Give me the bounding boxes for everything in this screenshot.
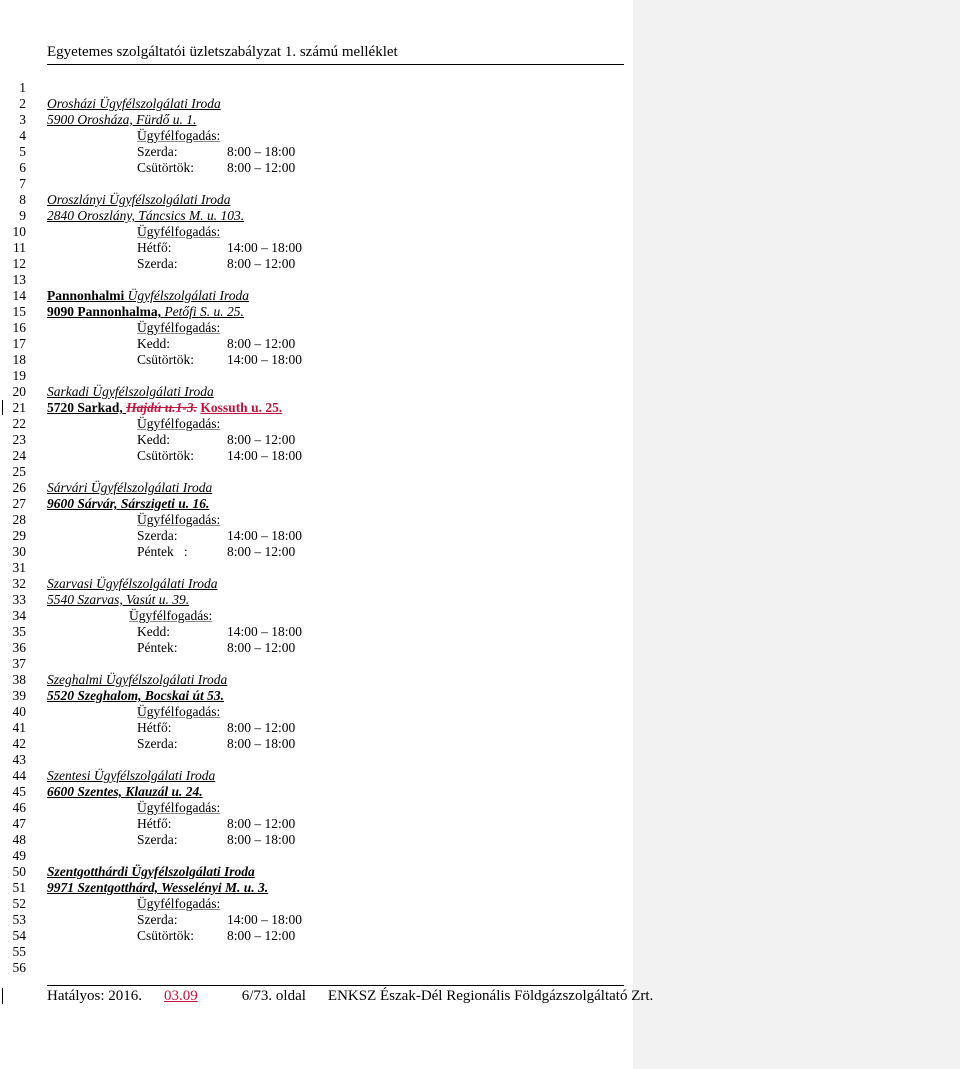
line-number: 22: [12, 416, 26, 431]
hours-day: Szerda:: [137, 144, 178, 159]
hours-label: Ügyfélfogadás:: [137, 896, 221, 911]
line-number: 34: [12, 608, 26, 623]
office-address: 6600 Szentes, Klauzál u. 24.: [47, 784, 203, 799]
hours-day: Péntek :: [137, 544, 188, 559]
office-address: 2840 Oroszlány, Táncsics M. u. 103.: [47, 208, 245, 223]
line-number: 46: [12, 800, 26, 815]
page-number: 6/73. oldal: [241, 988, 306, 1004]
hours-day: Kedd:: [137, 624, 170, 639]
hours-day: Hétfő:: [137, 816, 172, 831]
line-number: 9: [19, 208, 26, 223]
line-number: 53: [12, 912, 26, 927]
hours-time: 14:00 – 18:00: [227, 624, 303, 639]
deleted-address: Hajdú u.1-3.: [126, 400, 198, 415]
hours-day: Péntek:: [137, 640, 178, 655]
office-name: Sárvári Ügyfélszolgálati Iroda: [47, 480, 213, 495]
line-number: 48: [12, 832, 26, 847]
line-number: 25: [12, 464, 26, 479]
line-number: 29: [12, 528, 26, 543]
hours-time: 8:00 – 12:00: [227, 432, 296, 447]
office-address: 9600 Sárvár, Sárszigeti u. 16.: [47, 496, 210, 511]
hours-time: 8:00 – 12:00: [227, 336, 296, 351]
line-number: 33: [12, 592, 26, 607]
hours-time: 8:00 – 18:00: [227, 736, 296, 751]
line-number: 19: [12, 368, 26, 383]
line-number: 39: [12, 688, 26, 703]
effective-prefix: Hatályos: 2016.: [47, 988, 142, 1004]
hours-time: 8:00 – 18:00: [227, 144, 296, 159]
company-name: ENKSZ Észak-Dél Regionális Földgázszolgáltató Zrt.: [327, 988, 654, 1004]
change-bar: [2, 988, 3, 1004]
line-number: 56: [12, 960, 26, 975]
hours-time: 14:00 – 18:00: [227, 352, 303, 367]
hours-label: Ügyfélfogadás:: [129, 608, 213, 623]
line-number: 40: [12, 704, 26, 719]
hours-label: Ügyfélfogadás:: [137, 512, 221, 527]
line-number: 24: [12, 448, 26, 463]
line-number: 23: [12, 432, 26, 447]
hours-time: 14:00 – 18:00: [227, 528, 303, 543]
line-number: 30: [12, 544, 26, 559]
office-name: Szentesi Ügyfélszolgálati Iroda: [47, 768, 216, 783]
line-number: 41: [12, 720, 26, 735]
line-numbers: [0, 80, 26, 976]
hours-day: Szerda:: [137, 736, 178, 751]
hours-time: 8:00 – 12:00: [227, 544, 296, 559]
hours-day: Csütörtök:: [137, 160, 195, 175]
office-name-lead: Pannonhalmi: [47, 288, 128, 303]
hours-day: Szerda:: [137, 528, 178, 543]
office-address-lead: 9090 Pannonhalma,: [47, 304, 165, 319]
inserted-address: Kossuth u. 25.: [200, 400, 283, 415]
line-number: 7: [19, 176, 26, 191]
line-number: 50: [12, 864, 26, 879]
line-number: 5: [19, 144, 26, 159]
line-number: 26: [12, 480, 26, 495]
line-number: 43: [12, 752, 26, 767]
hours-time: 8:00 – 18:00: [227, 832, 296, 847]
hours-day: Hétfő:: [137, 720, 172, 735]
office-address: 5900 Orosháza, Fürdő u. 1.: [47, 112, 197, 127]
line-number: 3: [19, 112, 26, 127]
office-name: Orosházi Ügyfélszolgálati Iroda: [47, 96, 221, 111]
hours-time: 8:00 – 12:00: [227, 640, 296, 655]
line-number: 45: [12, 784, 26, 799]
line-number: 15: [12, 304, 26, 319]
line-number: 4: [19, 128, 26, 143]
office-list: [47, 80, 627, 944]
hours-time: 8:00 – 12:00: [227, 160, 296, 175]
office-name: Szeghalmi Ügyfélszolgálati Iroda: [47, 672, 228, 687]
line-number: 6: [19, 160, 26, 175]
line-number: 36: [12, 640, 26, 655]
line-number: 42: [12, 736, 26, 751]
hours-label: Ügyfélfogadás:: [137, 224, 221, 239]
line-number: 28: [12, 512, 26, 527]
hours-time: 8:00 – 12:00: [227, 256, 296, 271]
effective-date: [47, 988, 220, 1004]
hours-day: Hétfő:: [137, 240, 172, 255]
line-number: 51: [12, 880, 26, 895]
hours-day: Szerda:: [137, 256, 178, 271]
line-number: 20: [12, 384, 26, 399]
line-number: 32: [12, 576, 26, 591]
hours-day: Szerda:: [137, 912, 178, 927]
hours-day: Csütörtök:: [137, 352, 195, 367]
hours-day: Szerda:: [137, 832, 178, 847]
line-number: 54: [12, 928, 26, 943]
hours-time: 14:00 – 18:00: [227, 240, 303, 255]
hours-day: Kedd:: [137, 432, 170, 447]
line-number: 52: [12, 896, 26, 911]
office-name: Oroszlányi Ügyfélszolgálati Iroda: [47, 192, 231, 207]
comment-pane: [633, 0, 960, 1069]
hours-time: 14:00 – 18:00: [227, 912, 303, 927]
hours-time: 14:00 – 18:00: [227, 448, 303, 463]
hours-time: 8:00 – 12:00: [227, 720, 296, 735]
hours-label: Ügyfélfogadás:: [137, 320, 221, 335]
line-number: 16: [12, 320, 26, 335]
office-address: 5540 Szarvas, Vasút u. 39.: [47, 592, 190, 607]
line-number: 27: [12, 496, 26, 511]
line-number: 49: [12, 848, 26, 863]
office-address: 5520 Szeghalom, Bocskai út 53.: [47, 688, 225, 703]
line-number: 12: [12, 256, 26, 271]
line-number: 47: [12, 816, 26, 831]
office-address: 9971 Szentgotthárd, Wesselényi M. u. 3.: [47, 880, 269, 895]
office-address-lead: 5720 Sarkad,: [47, 400, 127, 415]
office-name: Szentgotthárdi Ügyfélszolgálati Iroda: [47, 864, 255, 879]
hours-day: Kedd:: [137, 336, 170, 351]
hours-label: Ügyfélfogadás:: [137, 800, 221, 815]
line-number: 8: [19, 192, 26, 207]
hours-label: Ügyfélfogadás:: [137, 128, 221, 143]
line-number: 2: [19, 96, 26, 111]
line-number: 18: [12, 352, 26, 367]
page-header: Egyetemes szolgáltatói üzletszabályzat 1. számú melléklet: [47, 44, 624, 65]
line-number: 21: [12, 400, 26, 415]
hours-label: Ügyfélfogadás:: [137, 416, 221, 431]
office-name: Szarvasi Ügyfélszolgálati Iroda: [47, 576, 218, 591]
page-footer: [47, 985, 654, 1005]
office-name: Sarkadi Ügyfélszolgálati Iroda: [47, 384, 214, 399]
line-number: 13: [12, 272, 26, 287]
hours-time: 8:00 – 12:00: [227, 928, 296, 943]
line-number: 55: [12, 944, 26, 959]
effective-date-changed: 03.09: [164, 988, 198, 1004]
line-number: 44: [12, 768, 26, 783]
line-number: 38: [12, 672, 26, 687]
line-number: 31: [12, 560, 26, 575]
office-address: Petőfi S. u. 25.: [164, 304, 244, 319]
change-bar: [2, 400, 3, 415]
hours-label: Ügyfélfogadás:: [137, 704, 221, 719]
line-number: 17: [12, 336, 26, 351]
line-number: 11: [13, 240, 26, 255]
line-number: 10: [12, 224, 26, 239]
line-number: 37: [12, 656, 26, 671]
hours-day: Csütörtök:: [137, 928, 195, 943]
line-number: 14: [12, 288, 26, 303]
office-name: Ügyfélszolgálati Iroda: [127, 288, 250, 303]
line-number: 1: [19, 80, 26, 95]
hours-day: Csütörtök:: [137, 448, 195, 463]
line-number: 35: [12, 624, 26, 639]
hours-time: 8:00 – 12:00: [227, 816, 296, 831]
